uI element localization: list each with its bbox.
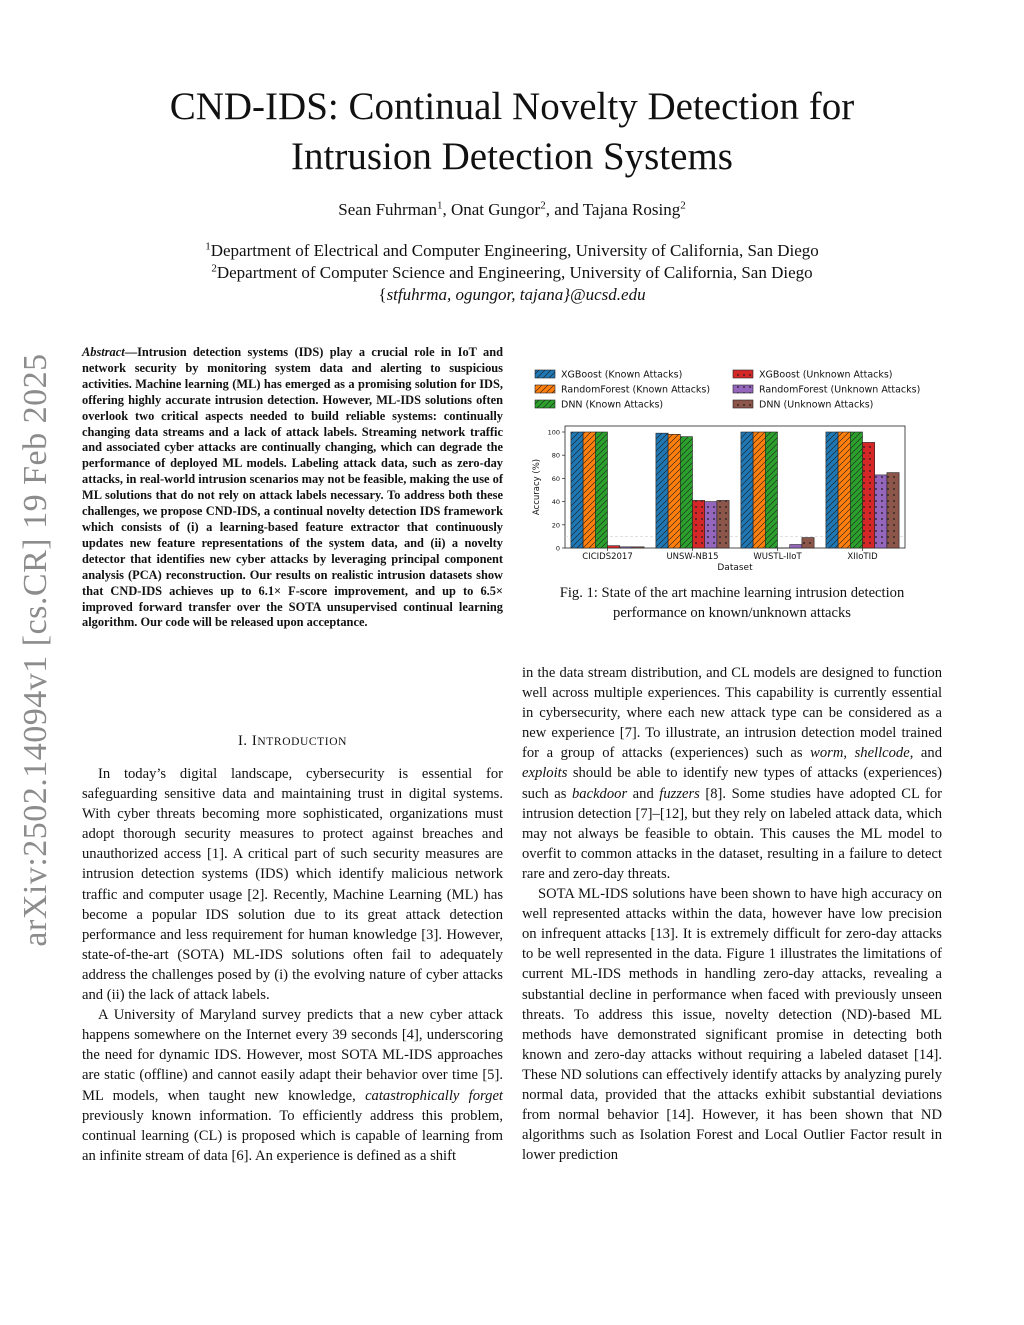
figure-caption: Fig. 1: State of the art machine learning intrusion detection performance on known/unknown attacks: [559, 585, 905, 621]
affiliation-text: Department of Electrical and Computer Engineering, University of California, San Diego: [210, 241, 819, 260]
x-tick-label: WUSTL-IIoT: [753, 552, 802, 562]
paragraph: [82, 1005, 503, 1166]
emphasis: catastrophically forget: [365, 1087, 503, 1104]
author-affil-mark: 2: [680, 199, 686, 212]
legend-swatch: [733, 385, 753, 393]
affil-mark: 2: [211, 262, 217, 275]
bar: [875, 475, 887, 548]
bar: [790, 545, 802, 548]
affiliations: [100, 240, 924, 306]
abstract: [82, 345, 503, 631]
abstract-text: —Intrusion detection systems (IDS) play a crucial role in IoT and network security by monitoring system data and alerting to suspicious activities. Machine learning (ML) has emerged as a promising solution for IDS, offering highly accurate intrusion detection. However, ML-IDS solutions often overlook two critical aspects needed to build reliable systems: continually changing data streams and a lack of attack labels. Streaming network traffic and associated cyber attacks are continually changing, which can degrade the performance of deployed ML models. Labeling attack data, such as zero-day attacks, in real-world intrusion scenarios may not be feasible, making the use of ML solutions that do not rely on attack labels necessary. To address both these challenges, we propose CND-IDS, a continual novelty detection IDS framework which consists of (i) a learning-based feature extractor that continuously updates new feature representations of the system data, and (ii) a novelty detector that identifies new cyber attacks by leveraging principal component analysis (PCA) reconstruction. Our results on realistic intrusion datasets show that CND-IDS achieves up to 6.1× F-score improvement, and up to 6.5× improved forward transfer over the SOTA unsupervised continual learning algorithm. Our code will be released upon acceptance.: [82, 345, 503, 630]
bar: [608, 546, 620, 548]
legend-label: DNN (Unknown Attacks): [759, 399, 874, 411]
bar: [753, 432, 765, 548]
arxiv-identifier: arXiv:2502.14094v1 [cs.CR] 19 Feb 2025: [17, 353, 54, 947]
email-domain: }@ucsd.edu: [563, 285, 646, 304]
y-tick-label: 40: [551, 498, 560, 507]
affiliation-1: [100, 240, 924, 262]
y-tick-label: 80: [551, 451, 560, 460]
emphasis: backdoor: [572, 785, 628, 802]
bar: [741, 432, 753, 548]
author-name: Sean Fuhrman: [338, 200, 437, 219]
bar: [656, 433, 668, 548]
title-line-2: Intrusion Detection Systems: [291, 135, 733, 178]
paragraph: SOTA ML-IDS solutions have been shown to have high accuracy on well represented attacks within the data, however have low precision on infrequent attacks [13]. It is extremely difficult for zero-day attacks to be well represented in the data. Figure 1 illustrates the limitations of current ML-IDS methods in handling zero-day attacks, revealing a substantial decline in performance when faced with previously unseen threats. To address this issue, novelty detection (ND)-based ML methods have demonstrated significant promise in detecting both known and zero-day attacks without requiring a labeled dataset [14]. These ND solutions can effectively identify attacks by analyzing purely normal data, provided that the attacks exhibit substantial deviations from normal behavior [14]. However, it has been shown that ND algorithms such as Isolation Forest and Local Outlier Factor result in lower prediction: [522, 886, 942, 1164]
bar-chart: [525, 360, 945, 575]
title-line-1: CND-IDS: Continual Novelty Detection for: [169, 85, 855, 128]
x-tick-label: CICIDS2017: [582, 552, 633, 562]
paragraph-text: and: [627, 785, 660, 802]
bar: [850, 432, 862, 548]
author-name: Onat Gungor: [450, 200, 541, 219]
bar: [668, 434, 680, 548]
bar: [863, 442, 875, 548]
legend-label: XGBoost (Unknown Attacks): [759, 369, 893, 381]
bar: [583, 432, 595, 548]
email-names: stfuhrma, ogungor, tajana: [386, 285, 564, 304]
affiliation-2: [100, 262, 924, 284]
y-axis-label: Accuracy (%): [532, 458, 542, 516]
author-separator: , and: [545, 200, 583, 219]
author-emails: [100, 284, 924, 306]
right-column-body: [522, 663, 942, 1165]
legend-label: RandomForest (Known Attacks): [561, 384, 711, 396]
legend-label: DNN (Known Attacks): [561, 399, 664, 411]
paragraph: [522, 663, 942, 884]
legend-swatch: [733, 400, 753, 408]
bar: [595, 432, 607, 548]
bar: [620, 547, 632, 548]
emphasis: exploits: [522, 765, 568, 782]
legend-swatch: [535, 400, 555, 408]
paragraph-text: ,: [843, 745, 855, 762]
bar: [632, 547, 644, 548]
paragraph-text: in the data stream distribution, and CL models are designed to function well across multiple experiences. This capability is currently essential in cybersecurity, where each new attack type can be considered as a new experience [7]. To illustrate, an intrusion detection model trained for a group of attacks (experiences) such as: [522, 665, 942, 762]
paragraph-text: should be able to identify new types of attacks (experiences) such as: [522, 765, 942, 802]
paragraph: In today’s digital landscape, cybersecurity is essential for safeguarding sensitive data and maintaining trust in digital systems. With cyber threats becoming more sophisticated, organizations must adopt thorough security measures to protect against breaches and unauthorized access [1]. A critical part of such security measures are intrusion detection systems (IDS) which identify malicious network traffic and computer usage [2]. Recently, Machine Learning (ML) has become a popular IDS solution due to its great attack detection performance and less requirement for human knowledge [3]. However, state-of-the-art (SOTA) ML-IDS solutions often fail to adequately address the challenges posed by (i) the evolving nature of cyber attacks and (ii) the lack of attack labels.: [82, 766, 503, 1004]
emphasis: fuzzers: [659, 785, 700, 802]
arxiv-sidebar: [6, 330, 66, 970]
affil-mark: 1: [205, 240, 211, 253]
paragraph-text: previously known information. To efficiently address this problem, continual learning (CL) is proposed which is capable of learning from an infinite stream of data [6]. An experience is defined as a shift: [82, 1107, 503, 1164]
paper-title: [100, 82, 924, 182]
email-brace-open: {: [378, 285, 387, 304]
author-name: Tajana Rosing: [582, 200, 681, 219]
bar: [826, 432, 838, 548]
x-tick-label: UNSW-NB15: [666, 552, 719, 562]
paragraph-text: A University of Maryland survey predicts that a new cyber attack happens somewhere on the Internet every 39 seconds [4], underscoring the need for dynamic IDS. However, most SOTA ML-IDS approaches are static (offline) and cannot easily adapt their behavior over time [5]. ML models, when taught new knowledge,: [82, 1007, 503, 1104]
legend-swatch: [535, 370, 555, 378]
emphasis: worm: [810, 745, 844, 762]
y-tick-label: 60: [551, 474, 560, 483]
section-rest: NTRODUCTION: [257, 736, 348, 748]
y-tick-label: 20: [551, 521, 560, 530]
bar: [887, 473, 899, 548]
x-axis-label: Dataset: [717, 563, 753, 573]
paragraph-text: , and: [909, 745, 942, 762]
legend-label: XGBoost (Known Attacks): [561, 369, 683, 381]
affiliation-text: Department of Computer Science and Engineering, University of California, San Diego: [216, 263, 813, 282]
figure-1-chart: [525, 360, 945, 575]
author-separator: ,: [442, 200, 451, 219]
y-tick-label: 0: [555, 544, 560, 553]
legend-swatch: [535, 385, 555, 393]
abstract-label: Abstract: [82, 345, 125, 359]
bar: [765, 432, 777, 548]
bar: [802, 538, 814, 548]
y-tick-label: 100: [547, 428, 560, 437]
author-affil-mark: 1: [436, 199, 443, 212]
legend-swatch: [733, 370, 753, 378]
bar: [838, 432, 850, 548]
paragraph-text: [8]. Some studies have adopted CL for intrusion detection [7]–[12], but they rely on labeled attack data, which may not always be feasible to obtain. This causes the ML model to overfit to common attacks in the dataset, resulting in a failure to detect rare and zero-day threats.: [522, 785, 942, 882]
section-initial: I: [251, 733, 258, 749]
legend-label: RandomForest (Unknown Attacks): [759, 384, 921, 396]
bar: [571, 432, 583, 548]
left-column-body: [82, 764, 503, 1166]
section-number: I.: [237, 733, 252, 749]
author-list: [100, 200, 924, 220]
bar: [680, 437, 692, 548]
bar: [693, 500, 705, 548]
author-affil-mark: 2: [540, 199, 546, 212]
emphasis: shellcode: [854, 745, 910, 762]
bar: [705, 502, 717, 548]
x-tick-label: XIIoTID: [847, 552, 878, 562]
bar: [717, 500, 729, 548]
section-heading-introduction: [82, 733, 503, 750]
